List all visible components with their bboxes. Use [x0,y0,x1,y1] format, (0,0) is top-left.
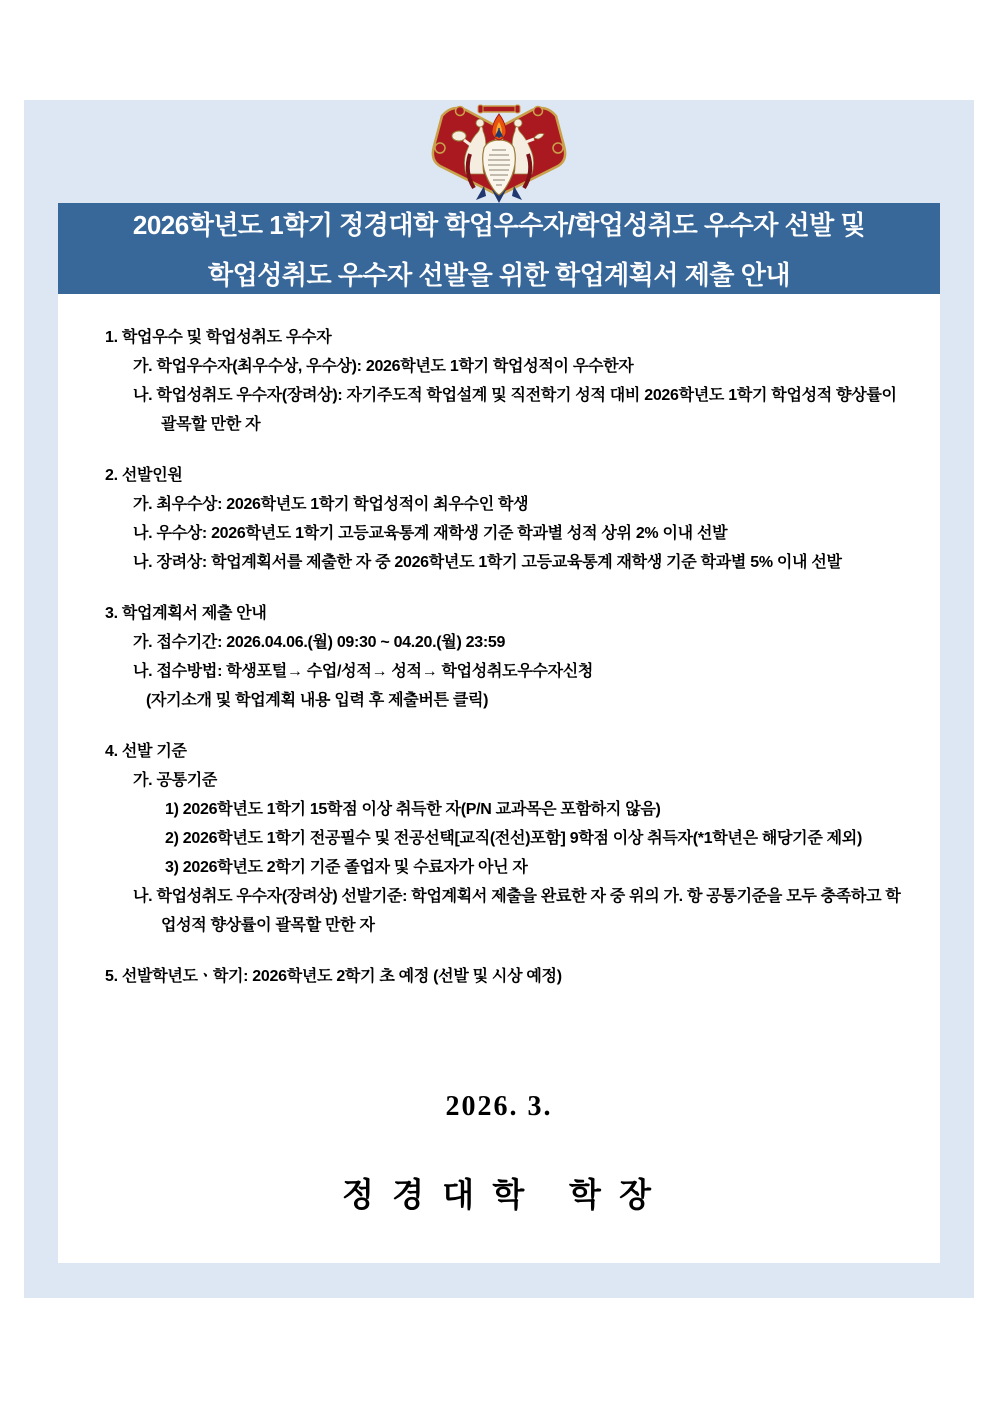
signature-dean: 정 경 대 학 학 장 [341,1178,657,1214]
section [105,599,912,715]
section-subitem: 1) 2026학년도 1학기 15학점 이상 취득한 자(P/N 교과목은 포함하지 않음) [165,801,661,818]
section-item: 나. 접수방법: 학생포털→ 수업/성적→ 성적→ 학업성취도우수자신청 [133,663,594,680]
section-item: 가. 학업우수자(최우수상, 우수상): 2026학년도 1학기 학업성적이 우수한자 [133,358,634,375]
section [105,323,912,439]
section-heading: 5. 선발학년도ㆍ학기: 2026학년도 2학기 초 예정 (선발 및 시상 예정) [105,968,562,985]
item-note: (자기소개 및 학업계획 내용 입력 후 제출버튼 클릭) [146,692,489,709]
section [105,962,912,991]
section [105,737,912,940]
section-item: 가. 공통기준 [133,772,218,789]
section-subitem: 2) 2026학년도 1학기 전공필수 및 전공선택[교직(전선)포함] 9학점 이상 취득자(*1학년은 해당기준 제외) [165,830,862,847]
section-subitem: 3) 2026학년도 2학기 기준 졸업자 및 수료자가 아닌 자 [165,859,528,876]
section-heading: 3. 학업계획서 제출 안내 [105,605,267,622]
section-item: 가. 최우수상: 2026학년도 1학기 학업성적이 최우수인 학생 [133,496,529,513]
section-heading: 2. 선발인원 [105,467,183,484]
university-emblem-icon [426,102,572,203]
section-item: 나. 우수상: 2026학년도 1학기 고등교육통계 재학생 기준 학과별 성적 상위 2% 이내 선발 [133,525,728,542]
section-heading: 4. 선발 기준 [105,743,187,760]
notice-body [58,294,940,991]
notice-card [58,203,940,1263]
section-item: 나. 학업성취도 우수자(장려상) 선발기준: 학업계획서 제출을 완료한 자 중 위의 가. 항 공통기준을 모두 충족하고 학업성적 향상률이 괄목할 만한 자 [133,888,901,934]
issue-date: 2026. 3. [445,1091,553,1122]
title-banner [58,203,940,294]
notice-panel [24,100,974,1298]
title-line-2: 학업성취도 우수자 선발을 위한 학업계획서 제출 안내 [208,260,790,290]
section-item: 나. 장려상: 학업계획서를 제출한 자 중 2026학년도 1학기 고등교육통계 재학생 기준 학과별 5% 이내 선발 [133,554,842,571]
title-line-1: 2026학년도 1학기 정경대학 학업우수자/학업성취도 우수자 선발 및 [132,210,866,240]
section [105,461,912,577]
section-item: 나. 학업성취도 우수자(장려상): 자기주도적 학업설계 및 직전학기 성적 대비 2026학년도 1학기 학업성적 향상률이 괄목할 만한 자 [133,387,897,433]
section-item: 가. 접수기간: 2026.04.06.(월) 09:30 ~ 04.20.(월) 23:59 [133,634,506,651]
section-heading: 1. 학업우수 및 학업성취도 우수자 [105,329,332,346]
